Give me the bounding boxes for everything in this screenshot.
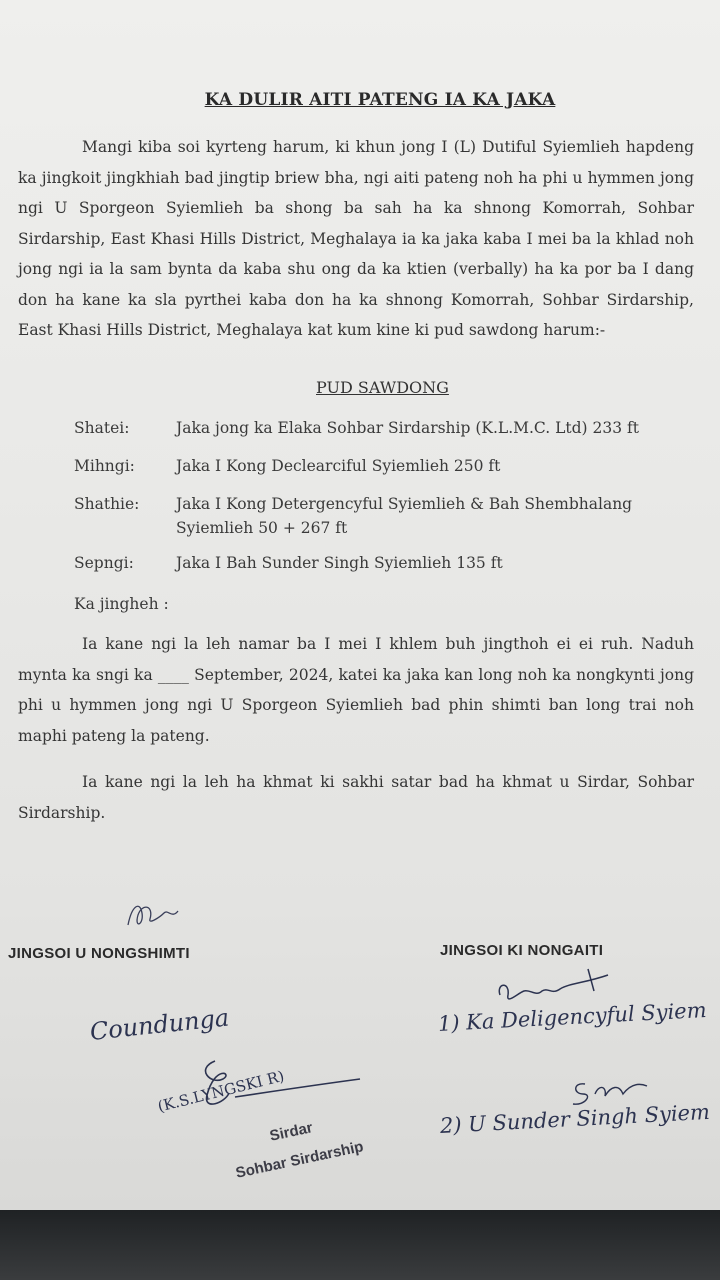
paragraph-3-text: Ia kane ngi la leh ha khmat ki sakhi satar bad ha khmat u Sirdar, Sohbar Sirdarship. xyxy=(18,773,694,822)
intro-paragraph-text: Mangi kiba soi kyrteng harum, ki khun jong I (L) Dutiful Syiemlieh hapdeng ka jingkoit jingkhiah bad jingtip briew bha, ngi aiti pateng noh ha phi u hymmen jong ngi U Sporgeon Syiemlieh ba shong ba sah ha ka shnong Komorrah, Sohbar Sirdarship, East Khasi Hills District, Meghalaya ia ka jaka kaba I mei ba la khlad noh jong ngi ia la sam bynta da kaba shu ong da ka ktien (verbally) ha ka por ba I dang don ha kane ka sla pyrthei kaba don ha ka shnong Komorrah, Sohbar Sirdarship, East Khasi Hills District, Meghalaya kat kum kine ki pud sawdong harum:- xyxy=(18,138,694,339)
boundary-label: Mihngi: xyxy=(74,457,135,475)
boundary-value: Jaka I Kong Detergencyful Syiemlieh & Bah Shembhalang Syiemlieh 50 + 267 ft xyxy=(176,495,633,537)
stamp-line-1: Sirdar xyxy=(268,1119,315,1145)
ka-jingheh-label: Ka jingheh : xyxy=(74,595,169,613)
right-signature-heading: JINGSOI KI NONGAITI xyxy=(440,942,604,959)
witness-1-handwritten: 1) Ka Deligencyful Syiem xyxy=(437,997,708,1036)
background-surface xyxy=(0,1210,720,1280)
paragraph-2 xyxy=(18,629,694,751)
sirdar-handwritten-name: (K.S.LYNGSKI R) xyxy=(155,1066,286,1116)
boundary-value: Jaka jong ka Elaka Sohbar Sirdarship (K.L.M.C. Ltd) 233 ft xyxy=(176,419,639,437)
document-title: KA DULIR AITI PATENG IA KA JAKA xyxy=(204,90,556,110)
boundaries-heading: PUD SAWDONG xyxy=(316,378,449,397)
boundary-value: Jaka I Kong Declearciful Syiemlieh 250 ft xyxy=(176,457,501,475)
left-handwritten-signature: Coundunga xyxy=(88,1003,231,1046)
boundary-label: Sepngi: xyxy=(74,554,134,572)
witness-2-handwritten: 2) U Sunder Singh Syiem xyxy=(439,1099,711,1138)
stamp-line-2: Sohbar Sirdarship xyxy=(234,1138,365,1182)
intro-paragraph xyxy=(18,132,694,346)
boundary-value: Jaka I Bah Sunder Singh Syiemlieh 135 ft xyxy=(176,554,503,572)
paragraph-2-text: Ia kane ngi la leh namar ba I mei I khlem buh jingthoh ei ei ruh. Naduh mynta ka sngi ka ____ September, 2024, katei ka jaka kan long noh ka nongkynti jong phi u hymmen jong ngi U Sporgeon Syiemlieh bad phin shimti ban long trai noh maphi pateng la pateng. xyxy=(18,635,694,745)
boundary-label: Shatei: xyxy=(74,419,130,437)
boundary-label: Shathie: xyxy=(74,495,140,513)
left-signature-heading: JINGSOI U NONGSHIMTI xyxy=(8,945,190,962)
initials-signature xyxy=(120,895,190,935)
paragraph-3 xyxy=(18,767,694,828)
